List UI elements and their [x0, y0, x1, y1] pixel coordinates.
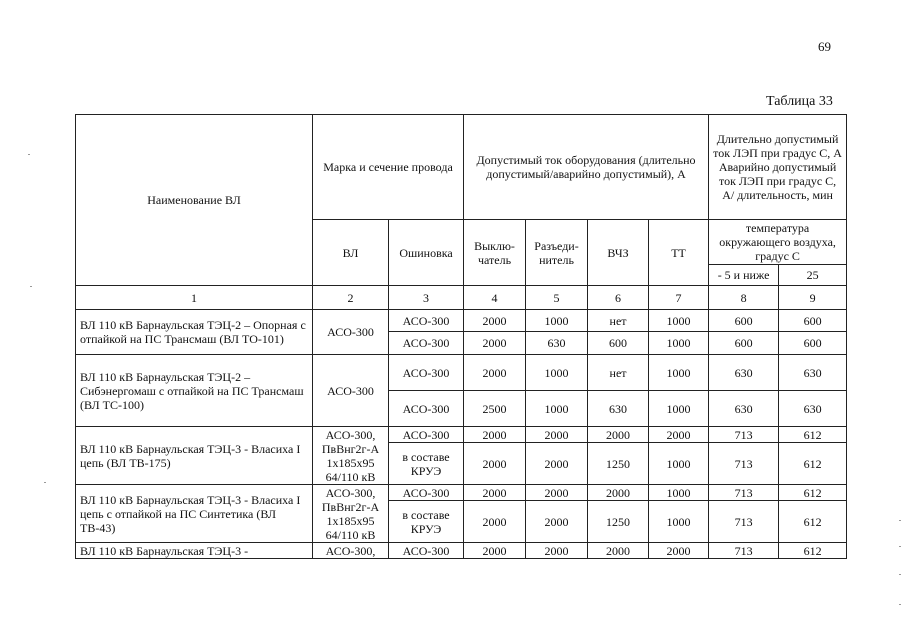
table-row	[76, 427, 847, 443]
line-name: ВЛ 110 кВ Барнаульская ТЭЦ-2 – Сибэнергомаш с отпайкой на ПС Трансмаш (ВЛ ТС-100)	[76, 355, 313, 427]
line-name: ВЛ 110 кВ Барнаульская ТЭЦ-3 - Власиха I цепь (ВЛ ТВ-175)	[76, 427, 313, 485]
cell-temp-low: 713	[709, 501, 779, 543]
line-name: ВЛ 110 кВ Барнаульская ТЭЦ-3 - Власиха I цепь с отпайкой на ПС Синтетика (ВЛ ТВ-43)	[76, 485, 313, 543]
column-number: 5	[526, 286, 588, 310]
table-row	[76, 355, 847, 391]
cell-tt: 1000	[649, 443, 709, 485]
column-number: 6	[588, 286, 649, 310]
cell-vchz: 2000	[588, 543, 649, 559]
scan-speck	[899, 574, 901, 575]
cell-temp-high: 612	[779, 485, 847, 501]
header-wire: Марка и сечение провода	[313, 115, 464, 220]
cell-disconnector: 2000	[526, 443, 588, 485]
table-row	[76, 543, 847, 559]
header-temp-low: - 5 и ниже	[709, 265, 779, 286]
wire-vl: АСО-300	[313, 355, 389, 427]
cell-temp-high: 612	[779, 427, 847, 443]
cell-breaker: 2000	[464, 427, 526, 443]
header-tt: ТТ	[649, 220, 709, 286]
cell-breaker: 2000	[464, 310, 526, 332]
column-number: 4	[464, 286, 526, 310]
cell-breaker: 2000	[464, 485, 526, 501]
cell-temp-low: 630	[709, 391, 779, 427]
cell-vchz: 1250	[588, 501, 649, 543]
cell-vchz: 1250	[588, 443, 649, 485]
cell-disconnector: 1000	[526, 355, 588, 391]
cell-tt: 1000	[649, 332, 709, 355]
cell-oshinovka: АСО-300	[389, 391, 464, 427]
scan-speck	[899, 604, 901, 605]
cell-oshinovka: в составе КРУЭ	[389, 443, 464, 485]
cell-vchz: 600	[588, 332, 649, 355]
cell-tt: 1000	[649, 391, 709, 427]
header-vl: ВЛ	[313, 220, 389, 286]
cell-breaker: 2000	[464, 332, 526, 355]
cell-disconnector: 2000	[526, 543, 588, 559]
cell-tt: 2000	[649, 427, 709, 443]
current-limits-table	[75, 114, 847, 559]
cell-oshinovka: в составе КРУЭ	[389, 501, 464, 543]
cell-oshinovka: АСО-300	[389, 355, 464, 391]
cell-breaker: 2000	[464, 443, 526, 485]
table-label: Таблица 33	[766, 94, 833, 109]
header-oshinovka: Ошиновка	[389, 220, 464, 286]
cell-vchz: 2000	[588, 427, 649, 443]
cell-disconnector: 1000	[526, 391, 588, 427]
cell-temp-high: 612	[779, 443, 847, 485]
header-breaker: Выклю-чатель	[464, 220, 526, 286]
cell-disconnector: 2000	[526, 427, 588, 443]
scan-speck	[899, 520, 901, 521]
cell-disconnector: 2000	[526, 501, 588, 543]
cell-oshinovka: АСО-300	[389, 332, 464, 355]
cell-tt: 1000	[649, 485, 709, 501]
wire-vl: АСО-300, ПвВнг2г-А 1х185х95 64/110 кВ	[313, 427, 389, 485]
line-name: ВЛ 110 кВ Барнаульская ТЭЦ-3 -	[76, 543, 313, 559]
cell-tt: 1000	[649, 310, 709, 332]
cell-temp-high: 612	[779, 501, 847, 543]
column-number: 1	[76, 286, 313, 310]
wire-vl: АСО-300,	[313, 543, 389, 559]
cell-temp-low: 713	[709, 485, 779, 501]
column-number: 7	[649, 286, 709, 310]
cell-breaker: 2500	[464, 391, 526, 427]
cell-temp-high: 600	[779, 332, 847, 355]
cell-breaker: 2000	[464, 355, 526, 391]
cell-temp-high: 630	[779, 355, 847, 391]
column-number: 2	[313, 286, 389, 310]
header-disconnector: Разъеди-нитель	[526, 220, 588, 286]
cell-breaker: 2000	[464, 501, 526, 543]
cell-vchz: 630	[588, 391, 649, 427]
column-number: 3	[389, 286, 464, 310]
wire-vl: АСО-300	[313, 310, 389, 355]
cell-temp-high: 600	[779, 310, 847, 332]
column-number-row	[76, 286, 847, 310]
header-temperature: температура окружающего воздуха, градус С	[709, 220, 847, 265]
cell-temp-low: 713	[709, 427, 779, 443]
cell-vchz: нет	[588, 310, 649, 332]
page-number: 69	[818, 39, 831, 54]
wire-vl: АСО-300, ПвВнг2г-А 1х185х95 64/110 кВ	[313, 485, 389, 543]
scan-speck	[44, 482, 46, 483]
cell-temp-low: 713	[709, 543, 779, 559]
cell-disconnector: 1000	[526, 310, 588, 332]
cell-vchz: 2000	[588, 485, 649, 501]
cell-temp-low: 600	[709, 332, 779, 355]
cell-oshinovka: АСО-300	[389, 543, 464, 559]
header-vchz: ВЧЗ	[588, 220, 649, 286]
cell-oshinovka: АСО-300	[389, 310, 464, 332]
cell-tt: 1000	[649, 355, 709, 391]
cell-oshinovka: АСО-300	[389, 427, 464, 443]
cell-temp-low: 713	[709, 443, 779, 485]
column-number: 8	[709, 286, 779, 310]
cell-oshinovka: АСО-300	[389, 485, 464, 501]
column-number: 9	[779, 286, 847, 310]
cell-temp-high: 630	[779, 391, 847, 427]
table-row	[76, 310, 847, 332]
cell-disconnector: 630	[526, 332, 588, 355]
line-name: ВЛ 110 кВ Барнаульская ТЭЦ-2 – Опорная с отпайкой на ПС Трансмаш (ВЛ ТО-101)	[76, 310, 313, 355]
scan-speck	[899, 546, 901, 547]
cell-temp-low: 600	[709, 310, 779, 332]
cell-breaker: 2000	[464, 543, 526, 559]
cell-temp-high: 612	[779, 543, 847, 559]
cell-vchz: нет	[588, 355, 649, 391]
cell-tt: 1000	[649, 501, 709, 543]
header-line-current: Длительно допустимый ток ЛЭП при градус С, А Аварийно допустимый ток ЛЭП при градус С, А/ длительность, мин	[709, 115, 847, 220]
scan-speck	[28, 154, 30, 155]
cell-disconnector: 2000	[526, 485, 588, 501]
scan-speck	[30, 286, 32, 287]
cell-temp-low: 630	[709, 355, 779, 391]
header-temp-high: 25	[779, 265, 847, 286]
cell-tt: 2000	[649, 543, 709, 559]
header-equipment: Допустимый ток оборудования (длительно допустимый/аварийно допустимый), А	[464, 115, 709, 220]
header-name: Наименование ВЛ	[76, 115, 313, 286]
table-row	[76, 485, 847, 501]
